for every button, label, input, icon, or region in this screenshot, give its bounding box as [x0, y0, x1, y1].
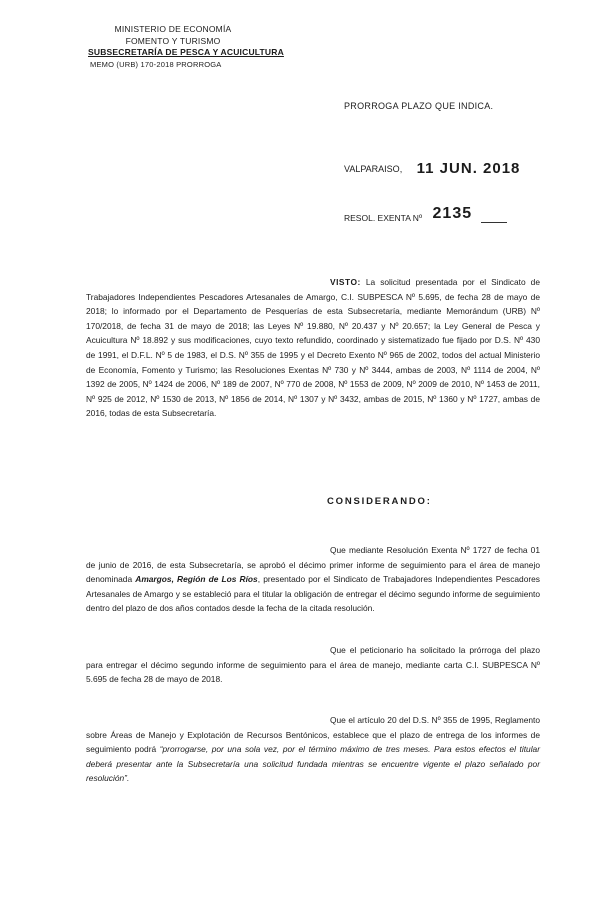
- memo-reference: MEMO (URB) 170-2018 PRORROGA: [90, 59, 222, 69]
- date-stamp: 11 JUN. 2018: [416, 160, 521, 178]
- area-name: Amargos, Región de Los Ríos: [135, 574, 258, 585]
- ministry-name: MINISTERIO DE ECONOMÍA: [114, 24, 232, 34]
- visto-paragraph: [86, 275, 540, 421]
- place-and-date: [344, 160, 520, 178]
- letterhead: [88, 24, 284, 70]
- considerando-heading: CONSIDERANDO:: [327, 496, 432, 507]
- resolution-number-line: [344, 205, 507, 223]
- signature-line: [481, 222, 507, 223]
- resolution-number: 2135: [432, 205, 473, 222]
- visto-lead: VISTO:: [330, 277, 361, 287]
- considerando-paragraph-1: [86, 543, 540, 616]
- document-subject: PRORROGA PLAZO QUE INDICA.: [344, 101, 494, 111]
- considerando-3-text: Que el artículo 20 del D.S. Nº 355 de 1995, Reglamento sobre Áreas de Manejo y Explotación de Recursos Bentónicos, establece que el plazo de entrega de los informes de seguimiento podrá: [86, 715, 540, 755]
- resolution-label: RESOL. EXENTA Nº: [344, 213, 423, 223]
- considerando-1-text-cont: , presentado por el Sindicato de Trabajadores Independientes Pescadores Artesanales de Amargo y se estableció para el titular la obligación de entregar el décimo segundo informe de seguimiento dentro del plazo de dos años contados desde la fecha de la citada resolución.: [86, 574, 540, 614]
- considerando-1-text: Que mediante Resolución Exenta Nº 1727 de fecha 01 de junio de 2016, de esta Subsecretaría, se aprobó el décimo primer informe de seguimiento para el área de manejo denominada: [86, 545, 540, 585]
- ministry-subtitle: FOMENTO Y TURISMO: [125, 35, 221, 46]
- considerando-paragraph-3: [86, 713, 540, 786]
- considerando-paragraph-2: [86, 643, 540, 687]
- quoted-regulation: “prorrogarse, por una sola vez, por el término máximo de tres meses. Para estos efectos el titular deberá presentar ante la Subsecretaría una solicitud fundada mientras se encuentre vigente el plazo señalado por resolución”.: [86, 744, 541, 784]
- considerando-2-text: Que el peticionario ha solicitado la prórroga del plazo para entregar el décimo segundo informe de seguimiento para el área de manejo, mediante carta C.I. SUBPESCA Nº 5.695 de fecha 28 de mayo de 2018.: [86, 645, 540, 685]
- place-label: VALPARAISO,: [344, 163, 403, 174]
- visto-text: La solicitud presentada por el Sindicato de Trabajadores Independientes Pescadores Artesanales de Amargo, C.I. SUBPESCA Nº 5.695, de fecha 28 de mayo de 2018; lo informado por el Departamento de Pesquerías de esta Subsecretaría, mediante Memorándum (URB) Nº 170/2018, de fecha 31 de mayo de 2018; las Leyes Nº 19.880, Nº 20.437 y Nº 20.657; la Ley General de Pesca y Acuicultura Nº 18.892 y sus modificaciones, cuyo texto refundido, coordinado y sistematizado fue fijado por D.S. Nº 430 de 1991, el D.F.L. Nº 5 de 1983, el D.S. Nº 355 de 1995 y el Decreto Exento Nº 965 de 2002, todos del actual Ministerio de Economía, Fomento y Turismo; las Resoluciones Exentas Nº 730 y Nº 3444, ambas de 2003, Nº 1114 de 2004, Nº 1392 de 2005, Nº 1424 de 2006, Nº 189 de 2007, Nº 770 de 2008, Nº 1553 de 2009, Nº 2009 de 2010, Nº 1453 de 2011, Nº 925 de 2012, Nº 1530 de 2013, Nº 1856 de 2014, Nº 1307 y Nº 3432, ambas de 2015, Nº 1360 y Nº 1727, ambas de 2016, todas de esta Subsecretaría.: [86, 277, 541, 419]
- subsecretaria-name: SUBSECRETARÍA DE PESCA Y ACUICULTURA: [88, 47, 284, 57]
